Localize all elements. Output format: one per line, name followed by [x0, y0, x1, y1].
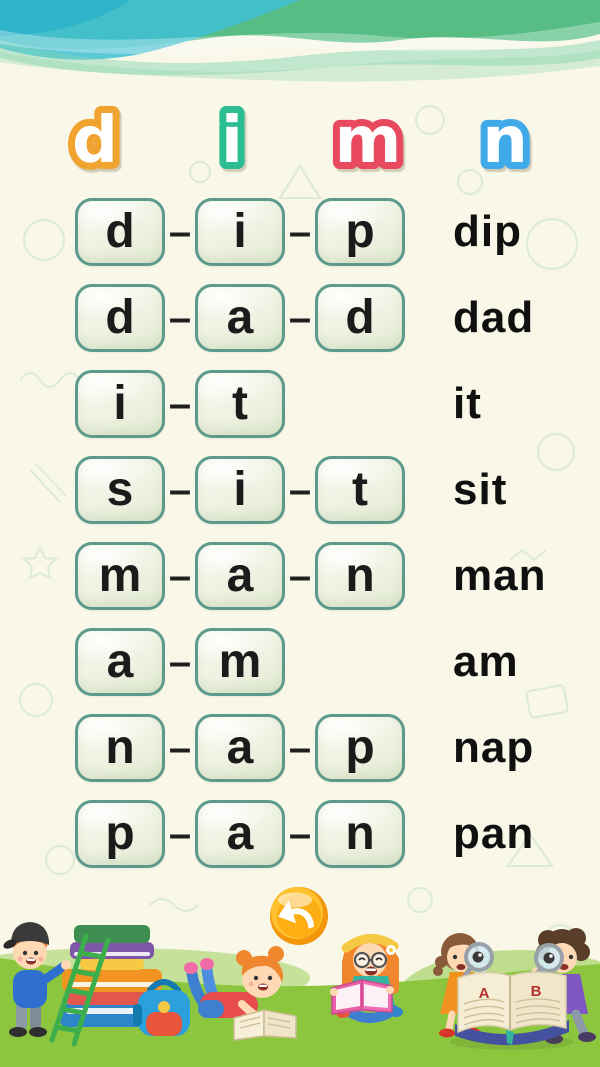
dash-separator: –: [168, 554, 192, 598]
word-label: dip: [453, 207, 522, 256]
letter-tile[interactable]: [315, 714, 405, 782]
bubble-letter-d: [40, 88, 150, 180]
word-row: [75, 800, 600, 868]
lesson-letters-header: [40, 88, 560, 180]
dash-separator: –: [168, 468, 192, 512]
word-label: sit: [453, 465, 508, 514]
letter-tile[interactable]: [195, 800, 285, 868]
letter-tile[interactable]: [75, 198, 165, 266]
letter-tile[interactable]: [195, 542, 285, 610]
letter-tile[interactable]: [75, 284, 165, 352]
word-row: [75, 370, 600, 438]
word-building-rows: [75, 198, 600, 886]
letter-tile[interactable]: [195, 370, 285, 438]
letter-tile[interactable]: [75, 542, 165, 610]
tile-letter: t: [232, 377, 248, 430]
undo-arrow-icon: [268, 885, 330, 947]
letter-tile[interactable]: [315, 198, 405, 266]
word-row: [75, 542, 600, 610]
dash-separator: –: [288, 468, 312, 512]
header-wave-decoration: [0, 0, 600, 92]
letter-tile[interactable]: [315, 800, 405, 868]
word-row: [75, 628, 600, 696]
dash-separator: –: [168, 296, 192, 340]
girl-sitting-reading: [330, 935, 403, 1018]
letter-tile[interactable]: [75, 800, 165, 868]
tile-letter: p: [105, 807, 135, 860]
bubble-letter-i: [177, 88, 287, 180]
letter-tile[interactable]: [75, 456, 165, 524]
word-row: [75, 198, 600, 266]
tile-letter: p: [345, 205, 375, 258]
svg-text:i: i: [220, 104, 243, 178]
letter-tile[interactable]: [75, 714, 165, 782]
word-row: [75, 714, 600, 782]
tile-letter: a: [106, 635, 134, 688]
dash-separator: –: [168, 726, 192, 770]
letter-tile[interactable]: [195, 714, 285, 782]
tile-letter: p: [345, 721, 375, 774]
bubble-letter-m: [313, 88, 423, 180]
dash-separator: –: [288, 726, 312, 770]
dash-separator: –: [168, 640, 192, 684]
tile-letter: a: [226, 807, 254, 860]
dash-separator: –: [168, 210, 192, 254]
tile-letter: s: [106, 463, 134, 516]
word-row: [75, 456, 600, 524]
back-button[interactable]: [268, 885, 330, 947]
tile-letter: i: [113, 377, 127, 430]
dash-separator: –: [168, 812, 192, 856]
word-label: it: [453, 379, 482, 428]
svg-text:m: m: [334, 104, 402, 178]
letter-tile[interactable]: [195, 628, 285, 696]
word-label: man: [453, 551, 547, 600]
letter-tile[interactable]: [315, 456, 405, 524]
tile-letter: m: [98, 549, 142, 602]
tile-letter: d: [105, 291, 135, 344]
svg-text:d: d: [72, 104, 118, 178]
tile-letter: a: [226, 549, 254, 602]
word-label: dad: [453, 293, 535, 342]
word-label: am: [453, 637, 519, 686]
letter-tile[interactable]: [75, 370, 165, 438]
letter-tile[interactable]: [195, 456, 285, 524]
tile-letter: m: [218, 635, 262, 688]
tile-letter: t: [352, 463, 368, 516]
tile-letter: a: [226, 291, 254, 344]
big-open-book: [450, 972, 574, 1050]
tile-letter: i: [233, 205, 247, 258]
word-label: nap: [453, 723, 535, 772]
tile-letter: n: [105, 721, 135, 774]
dash-separator: –: [288, 210, 312, 254]
letter-tile[interactable]: [195, 198, 285, 266]
dash-separator: –: [168, 382, 192, 426]
tile-letter: d: [345, 291, 375, 344]
letter-tile[interactable]: [75, 628, 165, 696]
book-page-letter-a: A: [478, 985, 490, 1002]
tile-letter: a: [226, 721, 254, 774]
bubble-letter-n: [450, 88, 560, 180]
tile-letter: n: [345, 807, 375, 860]
tile-letter: n: [345, 549, 375, 602]
svg-text:n: n: [482, 104, 528, 178]
dash-separator: –: [288, 296, 312, 340]
book-page-letter-b: B: [530, 983, 542, 1000]
dash-separator: –: [288, 812, 312, 856]
word-label: pan: [453, 809, 535, 858]
letter-tile[interactable]: [315, 542, 405, 610]
word-row: [75, 284, 600, 352]
tile-letter: d: [105, 205, 135, 258]
letter-tile[interactable]: [315, 284, 405, 352]
tile-letter: i: [233, 463, 247, 516]
letter-tile[interactable]: [195, 284, 285, 352]
dash-separator: –: [288, 554, 312, 598]
